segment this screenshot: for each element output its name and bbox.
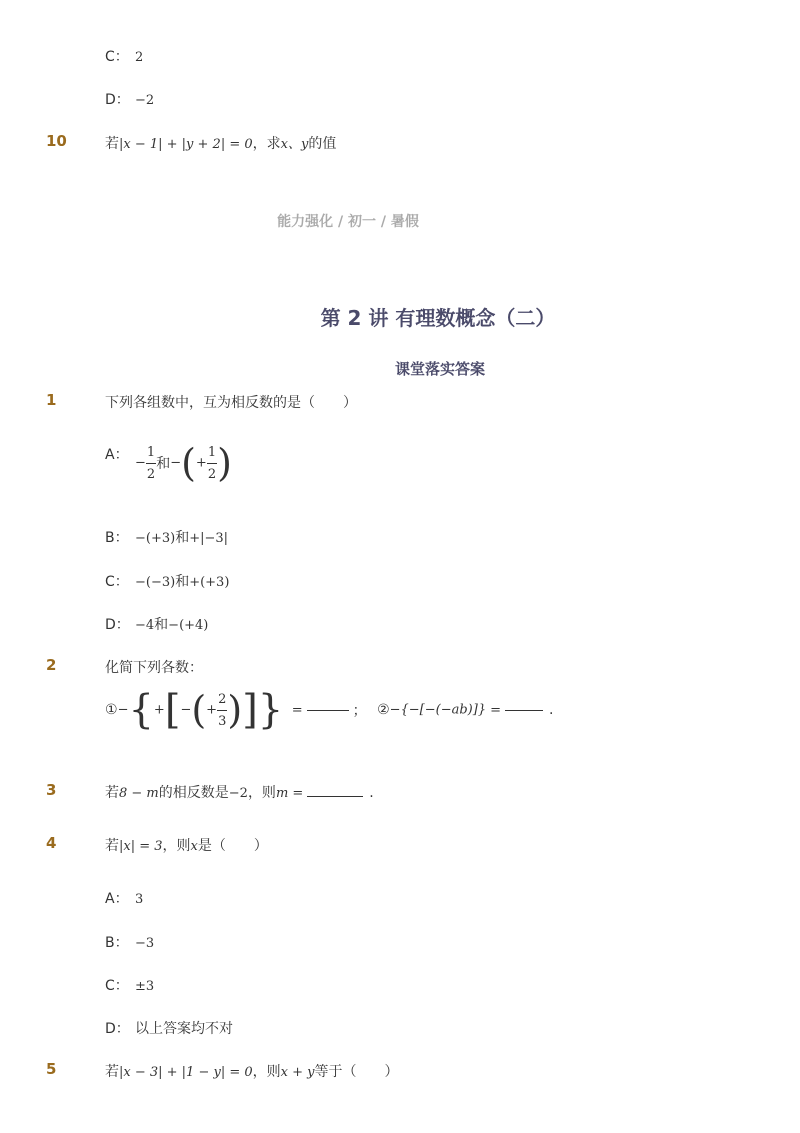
term: +(+3)	[189, 575, 230, 590]
question-10-text	[105, 133, 336, 153]
variable: x	[190, 839, 198, 854]
text: ，则	[252, 1064, 281, 1080]
option-d	[105, 1018, 233, 1038]
text: 若	[105, 136, 119, 152]
question-number-3: 3	[46, 781, 57, 799]
left-paren: (	[191, 688, 207, 732]
option-a-expression	[135, 441, 232, 485]
option-value: 2	[135, 50, 144, 65]
equals-sign: =	[490, 702, 502, 718]
denominator: 2	[146, 466, 156, 482]
question-3-text	[105, 782, 374, 802]
text: ，则	[162, 838, 191, 854]
text: 若	[105, 838, 119, 854]
expression: −{−[−(−ab)]}	[389, 702, 487, 718]
term: −(−3)	[135, 575, 176, 590]
variables: x、y	[280, 137, 309, 152]
denominator: 2	[207, 466, 217, 482]
term: +|−3|	[189, 531, 229, 546]
option-value: 以上答案均不对	[135, 1021, 233, 1037]
and-word: 和	[156, 456, 171, 472]
numerator: 1	[207, 444, 217, 460]
text: 的相反数是	[158, 785, 229, 801]
answer-blank	[307, 710, 349, 711]
left-paren: (	[181, 441, 196, 485]
text: ，求	[252, 136, 281, 152]
option-value: −3	[135, 936, 155, 951]
question-number-1: 1	[46, 391, 57, 409]
separator: ；	[352, 703, 367, 719]
term: −(+4)	[168, 618, 209, 633]
option-label: B：	[105, 935, 129, 951]
question-number-10: 10	[46, 132, 67, 150]
option-d	[105, 89, 154, 109]
text: 的值	[308, 136, 337, 152]
lesson-title: 第 2 讲 有理数概念（二）	[320, 306, 556, 330]
numerator: 2	[218, 691, 227, 707]
equation: |x − 1| + |y + 2| = 0	[119, 137, 253, 152]
option-label: A：	[105, 891, 129, 907]
plus-sign: +	[206, 702, 218, 718]
minus-sign: −	[117, 702, 129, 718]
fraction	[217, 693, 227, 728]
value: −2	[228, 786, 248, 801]
right-paren: )	[217, 441, 232, 485]
minus-sign: −	[180, 702, 192, 718]
left-bracket: [	[164, 687, 181, 733]
page-banner: 能力强化 / 初一 / 暑假	[277, 214, 419, 230]
option-value: −2	[135, 93, 155, 108]
term: −(+3)	[135, 531, 176, 546]
option-label: D：	[105, 1021, 130, 1037]
text: ，则	[247, 785, 276, 801]
and-word: 和	[154, 617, 169, 633]
option-c	[105, 46, 143, 66]
option-label: D：	[105, 92, 130, 108]
plus-sign: +	[195, 455, 207, 471]
minus-sign: −	[135, 455, 146, 471]
section-title: 课堂落实答案	[394, 360, 485, 378]
denominator: 3	[218, 713, 227, 729]
question-number-2: 2	[46, 656, 57, 674]
period: .	[369, 785, 374, 801]
option-c	[105, 571, 229, 591]
text: 等于（ ）	[314, 1064, 399, 1080]
answer-blank	[505, 710, 543, 711]
expression: 8 − m	[119, 786, 159, 801]
option-value: ±3	[135, 979, 155, 994]
expression: m =	[275, 786, 304, 801]
option-b	[105, 527, 228, 547]
plus-sign: +	[153, 702, 165, 718]
text: 若	[105, 1064, 119, 1080]
option-label: C：	[105, 978, 129, 994]
option-label: C：	[105, 574, 129, 590]
circled-two: ②	[377, 702, 390, 718]
expression: |x| = 3	[119, 839, 163, 854]
left-brace: {	[128, 687, 154, 733]
option-label: B：	[105, 530, 129, 546]
fraction	[207, 446, 217, 481]
term: −4	[135, 618, 155, 633]
fraction	[146, 446, 156, 481]
expression: |x − 3| + |1 − y| = 0	[119, 1065, 253, 1080]
option-a	[105, 441, 232, 485]
answer-blank	[307, 796, 363, 797]
period: .	[549, 702, 554, 718]
numerator: 1	[146, 444, 156, 460]
option-value: 3	[135, 892, 144, 907]
text: 是（ ）	[197, 838, 268, 854]
equals-sign: =	[291, 702, 303, 718]
and-word: 和	[175, 530, 190, 546]
question-2-expressions	[105, 687, 554, 733]
right-paren: )	[227, 688, 243, 732]
right-brace: }	[257, 687, 284, 733]
option-b	[105, 932, 154, 952]
question-5-text	[105, 1061, 398, 1081]
right-bracket: ]	[242, 687, 258, 733]
option-a	[105, 888, 143, 908]
and-word: 和	[175, 574, 190, 590]
question-4-text	[105, 835, 268, 855]
option-label: C：	[105, 49, 129, 65]
option-label: A：	[105, 447, 129, 463]
question-number-4: 4	[46, 834, 57, 852]
text: 若	[105, 785, 119, 801]
minus-sign: −	[170, 455, 182, 471]
question-2-text: 化简下列各数：	[105, 660, 203, 676]
expression: x + y	[280, 1065, 315, 1080]
option-c	[105, 975, 154, 995]
option-label: D：	[105, 617, 130, 633]
option-d	[105, 614, 208, 634]
circled-one: ①	[105, 702, 118, 718]
question-1-text: 下列各组数中，互为相反数的是（ ）	[105, 395, 357, 411]
question-number-5: 5	[46, 1060, 57, 1078]
